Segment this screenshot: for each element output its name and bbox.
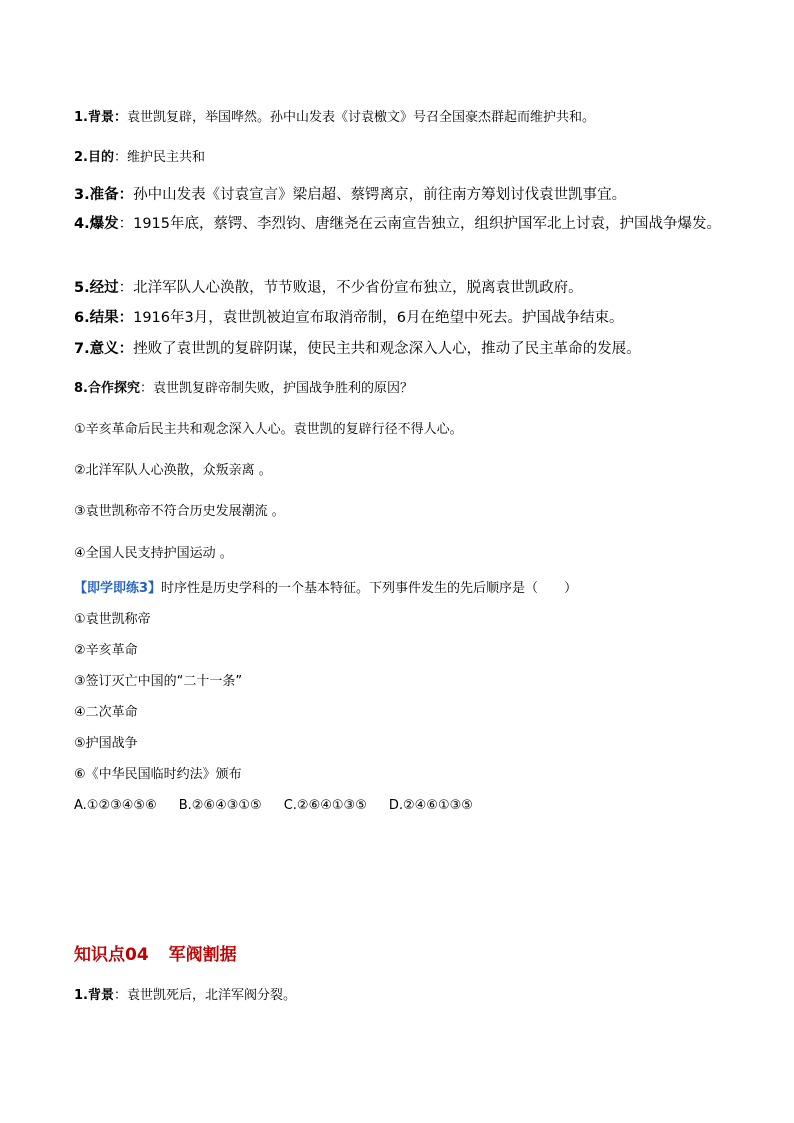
event-item: ④二次革命	[74, 705, 138, 720]
exercise-label: 【即学即练3】	[74, 581, 162, 596]
item-background	[74, 106, 734, 130]
reason-item: ①辛亥革命后民主共和观念深入人心。袁世凯的复辟行径不得人心。	[74, 422, 463, 437]
item-explore	[74, 377, 734, 401]
item-aim	[74, 146, 734, 170]
item-label: 4.爆发	[74, 216, 119, 232]
item-label: 8.合作探究	[74, 381, 140, 396]
event-item: ②辛亥革命	[74, 643, 138, 658]
item-text: ：袁世凯死后，北洋军阀分裂。	[113, 988, 296, 1003]
exercise-question	[74, 577, 734, 601]
item-text: 孙中山发表《讨袁宣言》梁启超、蔡锷离京，前往南方筹划讨伐袁世凯事宜。	[133, 187, 627, 203]
item-label: 5.经过	[74, 280, 119, 296]
item-text: 挫败了袁世凯的复辟阴谋，使民主共和观念深入人心，推动了民主革命的发展。	[133, 341, 641, 357]
section-heading	[74, 942, 237, 968]
event-item: ③签订灭亡中国的“二十一条”	[74, 674, 243, 689]
item-label: 2.目的	[74, 150, 114, 165]
item-label: 3.准备：	[74, 187, 134, 203]
option-a[interactable]: A.①②③④⑤⑥	[74, 798, 157, 813]
section-item-background	[74, 984, 734, 1008]
section-title: 军阀割据	[168, 945, 237, 965]
exercise-question-end: ）	[564, 581, 578, 596]
option-b[interactable]: B.②⑥④③①⑤	[178, 798, 262, 813]
option-c[interactable]: C.②⑥④①③⑤	[283, 798, 367, 813]
event-item: ①袁世凯称帝	[74, 612, 151, 627]
item-outbreak	[74, 209, 734, 239]
exercise-question-text: 时序性是历史学科的一个基本特征。下列事件发生的先后顺序是（	[161, 581, 539, 596]
event-item: ⑥《中华民国临时约法》颁布	[74, 767, 242, 782]
item-text: ：北洋军队人心涣散，节节败退，不少省份宣布独立，脱离袁世凯政府。	[118, 280, 583, 296]
option-d[interactable]: D.②④⑥①③⑤	[388, 798, 473, 813]
item-meaning	[74, 337, 734, 361]
item-text: ：袁世凯复辟帝制失败，护国战争胜利的原因？	[139, 381, 413, 396]
reason-item: ③袁世凯称帝不符合历史发展潮流 。	[74, 504, 285, 519]
item-text: 袁世凯复辟，举国哗然。孙中山发表《讨袁檄文》号召全国豪杰群起而维护共和。	[126, 110, 595, 125]
section-number: 知识点04	[74, 945, 149, 965]
reason-item: ④全国人民支持护国运动 。	[74, 546, 233, 561]
answer-options	[74, 794, 734, 818]
item-result	[74, 306, 734, 330]
item-text: ：维护民主共和	[113, 150, 205, 165]
item-process	[74, 276, 734, 300]
item-text: 1916年3月，袁世凯被迫宣布取消帝制，6月在绝望中死去。护国战争结束。	[133, 310, 624, 326]
event-item: ⑤护国战争	[74, 736, 138, 751]
item-preparation	[74, 183, 734, 207]
item-label: 1.背景	[74, 988, 114, 1003]
item-label: 7.意义：	[74, 341, 134, 357]
reason-item: ②北洋军队人心涣散，众叛亲离 。	[74, 463, 272, 478]
item-label: 1.背景：	[74, 110, 127, 125]
item-label: 6.结果：	[74, 310, 134, 326]
item-text: ：1915年底，蔡锷、李烈钧、唐继尧在云南宣告独立，组织护国军北上讨袁，护国战争爆发。	[118, 216, 722, 232]
